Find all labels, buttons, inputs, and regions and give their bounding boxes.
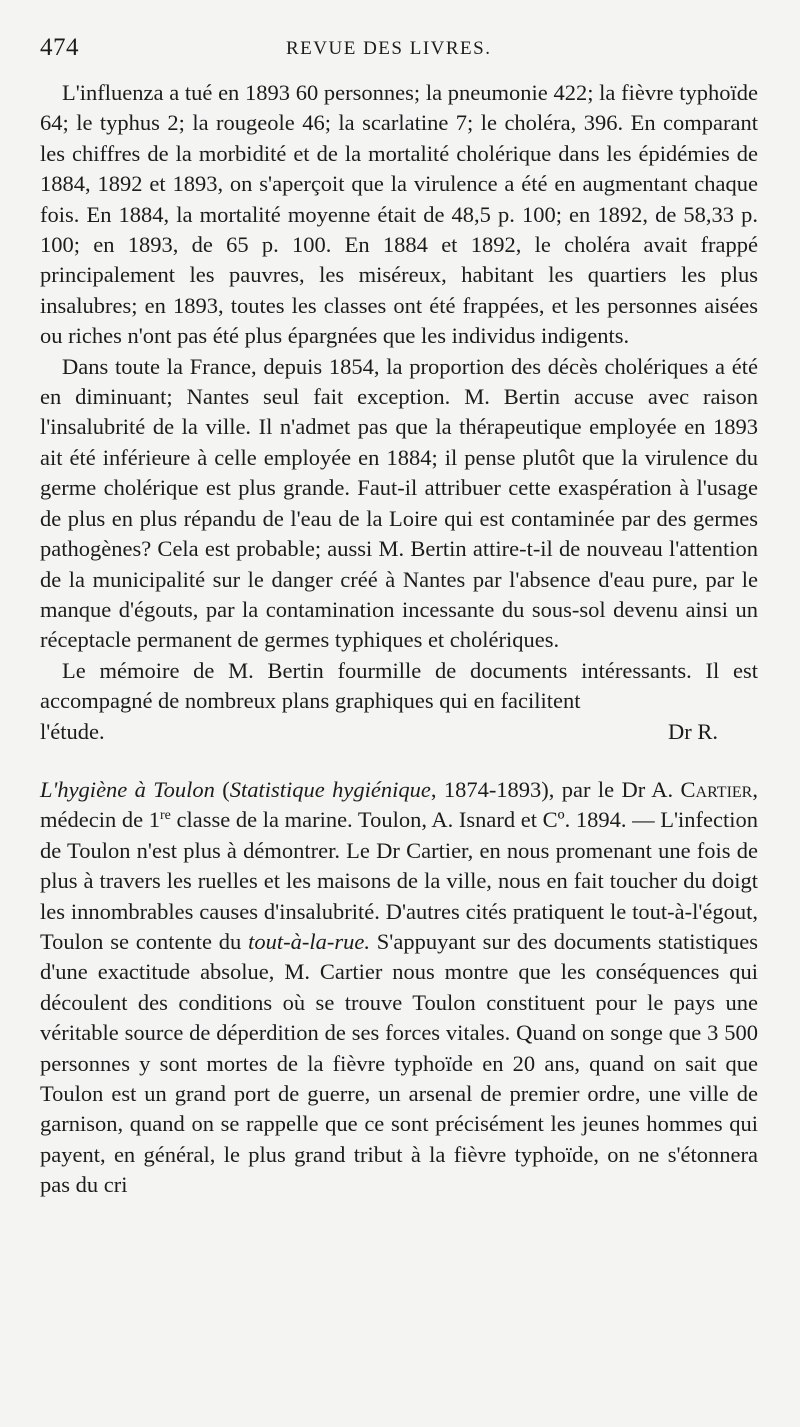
italic-phrase: tout-à-la-rue. <box>248 928 370 954</box>
running-title: REVUE DES LIVRES. <box>286 38 492 59</box>
page-number: 474 <box>40 34 79 61</box>
author-rest: , médecin de 1 <box>40 776 758 833</box>
memoir-closing-line <box>40 717 758 747</box>
review-text-end: S'appuyant sur des documents statistiques d'une exactitude absolue, M. Cartier nous montre que les conséquences qui découlent des conditions où se trouve Toulon constituent pour le pays une véritable source de déperdition de ses forces vitales. Quand on songe que 3 500 personnes y sont mortes de la fièvre typhoïde en 20 ans, quand on sait que Toulon est un grand port de guerre, un arsenal de premier ordre, une ville de garnison, quand on se rappelle que ce sont précisément les jeunes hommes qui payent, en général, le plus grand tribut à la fièvre typhoïde, on ne s'étonnera pas du cri <box>40 928 759 1198</box>
section-spacer <box>40 747 758 775</box>
paragraph-memoir: Le mémoire de M. Bertin fourmille de documents intéressants. Il est accompagné de nombreux plans graphiques qui en facilitent <box>40 657 758 714</box>
author-ordinal: re <box>159 808 171 824</box>
book-subtitle: Statistique hygiénique <box>229 776 431 802</box>
running-header <box>40 34 760 64</box>
paragraph-influenza: L'influenza a tué en 1893 60 personnes; la pneumonie 422; la fièvre typhoïde 64; le typhus 2; la rougeole 46; la scarlatine 7; le choléra, 396. En comparant les chiffres de la morbidité et de la mortalité cholérique dans les épidémies de 1884, 1892 et 1893, on s'aperçoit que la virulence a été en augmentant chaque fois. En 1884, la mortalité moyenne était de 48,5 p. 100; en 1892, de 58,33 p. 100; en 1893, de 65 p. 100. En 1884 et 1892, le choléra avait frappé principalement les pauvres, les miséreux, habitant les quartiers les plus insalubres; en 1893, toutes les classes ont été frappées, et les personnes aisées ou riches n'ont pas été plus épargnées que les individus indigents. <box>40 80 758 349</box>
closing-word: l'étude. <box>40 718 105 744</box>
subtitle-open: ( <box>214 776 230 802</box>
subtitle-rest: , 1874-1893), par le <box>430 776 622 802</box>
reviewer-signature: Dr R. <box>668 718 718 744</box>
book-title: L'hygiène à Toulon <box>40 776 215 802</box>
paragraph-france-deaths: Dans toute la France, depuis 1854, la proportion des décès cholériques a été en diminuant; Nantes seul fait exception. M. Bertin accuse avec raison l'insalubrité de la ville. Il n'admet pas que la thérapeutique employée en 1893 ait été inférieure à celle employée en 1884; il pense plutôt que la virulence du germe cholérique est plus grande. Faut-il attribuer cette exaspération à l'usage de plus en plus répandu de l'eau de la Loire qui est contaminée par des germes pathogènes? Cela est probable; aussi M. Bertin attire-t-il de nouveau l'attention de la municipalité sur le danger créé à Nantes par l'absence d'eau pure, par le manque d'égouts, par la contamination incessante du sous-sol devenu ainsi un réceptacle permanent de germes typhiques et cholériques. <box>40 353 758 653</box>
author-prefix: Dr A. <box>621 776 681 802</box>
body-text <box>40 78 758 1201</box>
review-text: classe de la marine. Toulon, A. Isnard et Cº. 1894. — L'infection de Toulon n'est plus à démontrer. Le Dr Cartier, en nous promenant une fois de plus à travers les ruelles et les maisons de la ville, nous en fait toucher du doigt les innombrables causes d'insalubrité. D'autres cités pratiquent le tout-à-l'égout, Toulon se contente du <box>40 807 758 954</box>
author-name: Cartier <box>680 776 753 802</box>
paragraph-toulon-review <box>40 775 758 1201</box>
